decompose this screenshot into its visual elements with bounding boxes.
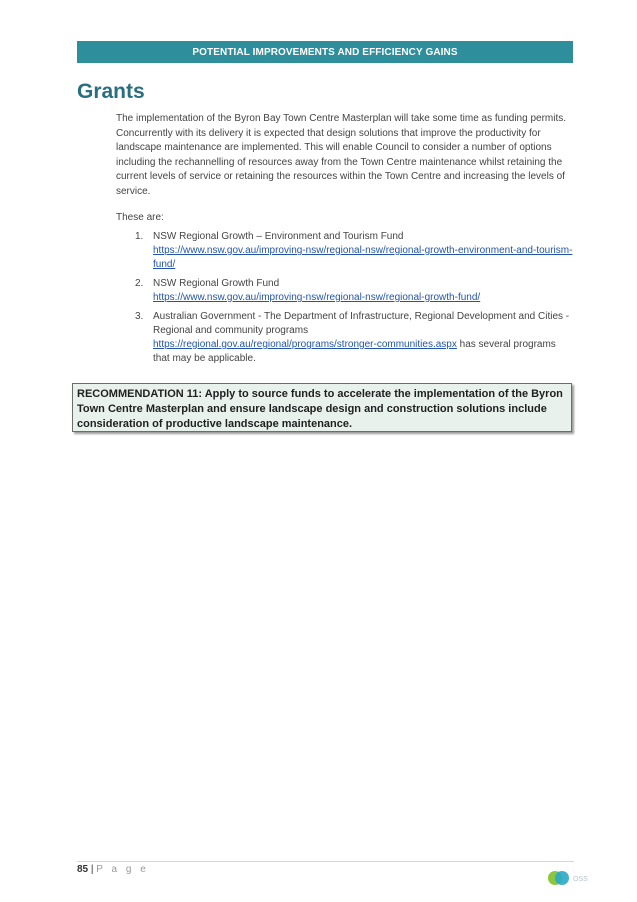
recommendation-text: RECOMMENDATION 11: Apply to source funds to accelerate the implementation of the Byron Town Centre Masterplan and ensure landscape design and construction solutions include consideration of productive landscape maintenance. (77, 388, 563, 430)
list-intro: These are: (116, 212, 164, 223)
page-footer (77, 864, 149, 875)
grant-link[interactable]: https://regional.gov.au/regional/programs/stronger-communities.aspx (153, 339, 457, 350)
page-number: 85 (77, 864, 89, 875)
grant-name: NSW Regional Growth – Environment and Tourism Fund (153, 231, 404, 242)
intro-paragraph (116, 112, 574, 199)
logo-text: OSS (573, 876, 588, 883)
grants-list (116, 230, 574, 371)
paragraph-text: The implementation of the Byron Bay Town Centre Masterplan will take some time as funding permits. Concurrently with its delivery it is expected that design solutions that improve the productivity for landscape maintenance are implemented. This will enable Council to consider a number of options including the rechannelling of resources away from the Town Centre maintenance whilst retaining the current levels of service or retaining the resources within the Town Centre and increasing the levels of service. (116, 113, 567, 197)
grant-name: Australian Government - The Department of Infrastructure, Regional Development and Cities - Regional and community programs (153, 311, 570, 336)
list-item (116, 230, 574, 272)
list-number: 1. (135, 231, 144, 242)
grant-link[interactable]: https://www.nsw.gov.au/improving-nsw/regional-nsw/regional-growth-fund/ (153, 292, 481, 303)
page-label: P a g e (96, 864, 149, 875)
recommendation-box (72, 383, 572, 432)
footer-separator: | (88, 864, 97, 875)
section-title: Grants (77, 80, 145, 103)
grant-note: has several programs that may be applicable. (153, 339, 556, 364)
list-number: 2. (135, 278, 144, 289)
section-header-bar (77, 41, 573, 63)
list-item (116, 277, 574, 305)
list-number: 3. (135, 311, 144, 322)
grant-name: NSW Regional Growth Fund (153, 278, 280, 289)
list-item (116, 310, 574, 366)
grant-link[interactable]: https://www.nsw.gov.au/improving-nsw/regional-nsw/regional-growth-environment-and-tourism-fund/ (153, 245, 573, 270)
header-title: POTENTIAL IMPROVEMENTS AND EFFICIENCY GAINS (192, 46, 458, 58)
company-logo-icon (547, 869, 591, 887)
footer-divider (77, 861, 574, 862)
